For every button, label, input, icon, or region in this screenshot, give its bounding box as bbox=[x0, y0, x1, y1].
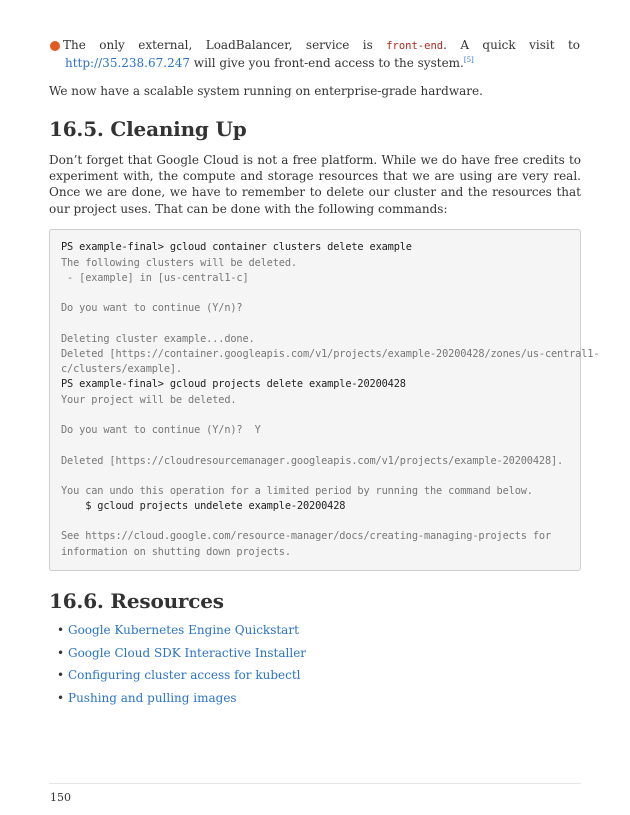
bullet-icon: • bbox=[57, 623, 65, 637]
code-line: $ gcloud projects undelete example-20200428 bbox=[61, 500, 346, 512]
list-item bbox=[49, 691, 306, 714]
code-line: The following clusters will be deleted. bbox=[61, 257, 297, 269]
list-item bbox=[49, 668, 306, 691]
code-line: Deleted [https://container.googleapis.com/v1/projects/example-20200428/zones/us-central1- bbox=[61, 348, 600, 360]
callout-number-badge: 5 bbox=[50, 41, 60, 51]
code-line: Your project will be deleted. bbox=[61, 394, 237, 406]
callout-text bbox=[45, 37, 580, 71]
external-ip-link[interactable]: http://35.238.67.247 bbox=[65, 55, 190, 70]
code-line: Deleted [https://cloudresourcemanager.googleapis.com/v1/projects/example-20200428]. bbox=[61, 455, 564, 467]
code-line bbox=[61, 241, 412, 253]
section-heading-resources: 16.6. Resources bbox=[49, 589, 224, 613]
code-line: Do you want to continue (Y/n)? bbox=[61, 302, 243, 314]
code-line bbox=[61, 378, 406, 390]
page-number: 150 bbox=[50, 791, 71, 804]
bullet-icon: • bbox=[57, 690, 65, 705]
resource-link[interactable]: Google Kubernetes Engine Quickstart bbox=[68, 623, 299, 637]
code-line: - [example] in [us-central1-c] bbox=[61, 272, 249, 284]
callout-text-before: The only external, LoadBalancer, service is bbox=[63, 38, 387, 52]
code-line: You can undo this operation for a limited period by running the command below. bbox=[61, 485, 533, 497]
resources-list bbox=[49, 623, 306, 713]
bullet-icon: • bbox=[57, 645, 65, 660]
resource-link[interactable]: Google Cloud SDK Interactive Installer bbox=[68, 645, 307, 660]
code-line: Deleting cluster example...done. bbox=[61, 333, 255, 345]
footer-divider bbox=[49, 783, 581, 784]
callout-text-middle: . A quick visit to bbox=[443, 38, 580, 52]
code-line: See https://cloud.google.com/resource-manager/docs/creating-managing-projects for bbox=[61, 530, 551, 542]
footnote-ref[interactable]: [5] bbox=[463, 55, 474, 64]
list-item bbox=[49, 623, 306, 646]
list-item bbox=[49, 646, 306, 669]
shell-prompt: PS example-final> bbox=[61, 241, 170, 253]
section-heading-cleaning-up: 16.5. Cleaning Up bbox=[49, 117, 247, 141]
shell-prompt: PS example-final> bbox=[61, 378, 170, 390]
code-block bbox=[49, 229, 600, 571]
resource-link[interactable]: Pushing and pulling images bbox=[68, 690, 237, 705]
code-line: c/clusters/example]. bbox=[61, 363, 182, 375]
bullet-icon: • bbox=[57, 668, 65, 682]
inline-code-front-end: front-end bbox=[386, 40, 444, 52]
shell-command: gcloud container clusters delete example bbox=[169, 241, 412, 253]
callout-item bbox=[45, 37, 580, 71]
resource-link[interactable]: Configuring cluster access for kubectl bbox=[68, 668, 301, 682]
cleanup-paragraph: Don’t forget that Google Cloud is not a free platform. While we do have free credits to experiment with, the compute and storage resources that we are using are very real. Once we are done, we have to remember to delete our cluster and the resources that our project uses. That can be done with the following commands: bbox=[49, 153, 581, 216]
code-line: information on shutting down projects. bbox=[61, 546, 291, 558]
callout-text-after: will give you front-end access to the system. bbox=[189, 55, 464, 70]
summary-paragraph: We now have a scalable system running on enterprise-grade hardware. bbox=[49, 84, 483, 98]
shell-command: gcloud projects delete example-20200428 bbox=[169, 378, 406, 390]
code-line: Do you want to continue (Y/n)? Y bbox=[61, 424, 261, 436]
